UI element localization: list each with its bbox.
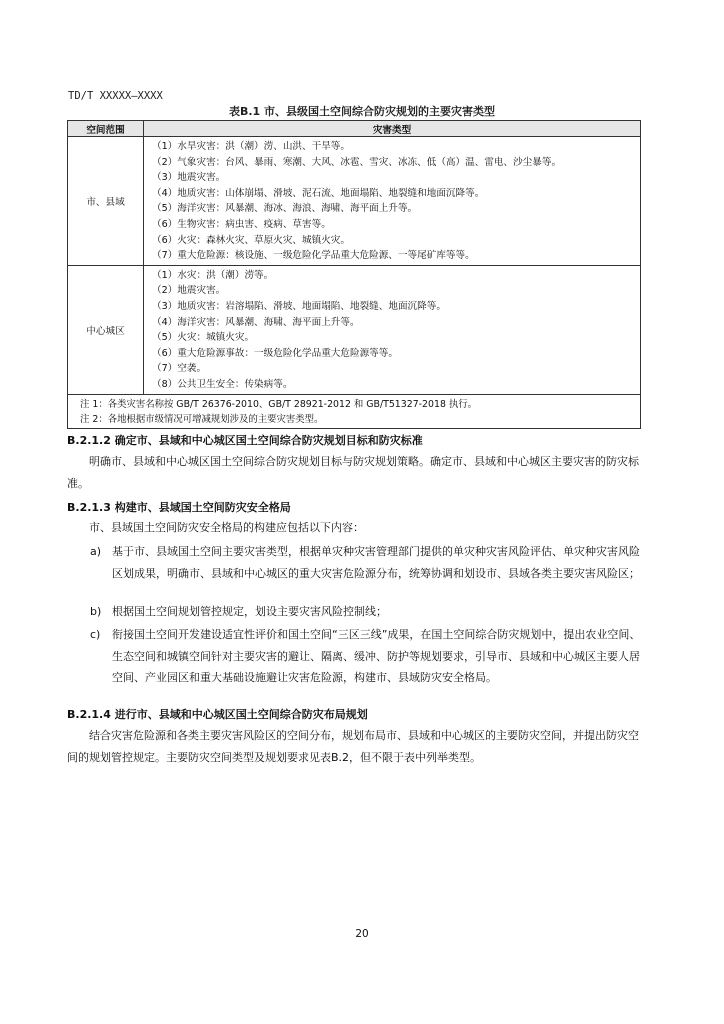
list-item: （4）地质灾害：山体崩塌、滑坡、泥石流、地面塌陷、地裂缝和地面沉降等。 [152,187,485,199]
scope-cell: 中心城区 [68,265,144,394]
hazard-list-cell [144,265,641,394]
list-item: （1）水灾：洪（潮）涝等。 [152,269,274,281]
table-header-row [68,121,641,137]
page-number: 20 [355,928,369,940]
list-item: （6）火灾：森林火灾、草原火灾、城镇火灾。 [152,234,350,246]
list-item: （3）地质灾害：岩溶塌陷、滑坡、地面塌陷、地裂缝、地面沉降等。 [152,300,446,312]
list-item-text: 基于市、县域国土空间主要灾害类型，根据单灾种灾害管理部门提供的单灾种灾害风险评估、单灾种灾害风险区划成果，明确市、县域和中心城区的重大灾害危险源分布，统筹协调和划设市、县域各类主要灾害风险区； [112,545,640,580]
list-item-label: a) [90,545,102,558]
list-item [90,601,646,623]
section-paragraph: 市、县域国土空间防灾安全格局的构建应包括以下内容： [89,521,364,534]
list-item: （2）地震灾害。 [152,285,226,297]
list-item: （7）空袭。 [152,363,207,375]
table-row [68,137,641,266]
section-paragraph: 明确市、县域和中心城区国土空间综合防灾规划目标与防灾规划策略。确定市、县域和中心城区主要灾害的防灾标准。 [67,455,639,490]
list-item: （5）火灾：城镇火灾。 [152,332,255,344]
table-note: 注 2：各地根据市级情况可增减规划涉及的主要灾害类型。 [80,413,324,425]
list-item-label: c) [90,628,101,641]
hazard-table [67,120,641,429]
list-item: （5）海洋灾害：风暴潮、海冰、海浪、海啸、海平面上升等。 [152,203,418,215]
standard-code: TD/T XXXXX—XXXX [68,90,163,102]
table-row [68,265,641,394]
list-item: （4）海洋灾害：风暴潮、海啸、海平面上升等。 [152,316,360,328]
scope-cell: 市、县域 [68,137,144,266]
list-item [90,624,646,689]
list-item: （6）生物灾害：病虫害、疫病、草害等。 [152,218,331,230]
list-item-text: 衔接国土空间开发建设适宜性评价和国土空间“三区三线”成果，在国土空间综合防灾规划中，提出农业空间、生态空间和城镇空间针对主要灾害的避让、隔离、缓冲、防护等规划要求，引导市、县域和中心城区主要人居空间、产业园区和重大基础设施避让灾害危险源，构建市、县域防灾安全格局。 [112,628,641,684]
section-heading: B.2.1.3 构建市、县域国土空间防灾安全格局 [67,501,291,514]
section-heading: B.2.1.2 确定市、县域和中心城区国土空间综合防灾规划目标和防灾标准 [67,434,423,447]
section-paragraph: 结合灾害危险源和各类主要灾害风险区的空间分布，规划布局市、县域和中心城区的主要防灾空间，并提出防灾空间的规划管控规定。主要防灾空间类型及规划要求见表B.2，但不限于表中列举类型。 [67,729,639,764]
list-item-label: b) [90,605,102,618]
table-note: 注 1：各类灾害名称按 GB/T 26376-2010、GB/T 28921-2012 和 GB/T51327-2018 执行。 [80,398,478,410]
table-notes-row [68,394,641,428]
list-item: （7）重大危险源：核设施、一级危险化学品重大危险源、一等尾矿库等等。 [152,250,475,262]
section-heading: B.2.1.4 进行市、县域和中心城区国土空间综合防灾布局规划 [67,708,368,721]
list-item: （3）地震灾害。 [152,172,226,184]
table-title: 表B.1 市、县级国土空间综合防灾规划的主要灾害类型 [228,105,496,118]
column-header-hazard-type: 灾害类型 [144,121,641,137]
hazard-list-cell [144,137,641,266]
list-item [90,541,646,584]
table-notes-cell [68,394,641,428]
list-item: （2）气象灾害：台风、暴雨、寒潮、大风、冰雹、雪灾、冰冻、低（高）温、雷电、沙尘暴等。 [152,156,562,168]
list-item: （8）公共卫生安全：传染病等。 [152,378,293,390]
list-item: （6）重大危险源事故：一级危险化学品重大危险源等等。 [152,347,398,359]
list-item-text: 根据国土空间规划管控规定，划设主要灾害风险控制线； [112,605,387,618]
list-item: （1）水旱灾害：洪（潮）涝、山洪、干旱等。 [152,141,350,152]
column-header-scope: 空间范围 [68,121,144,137]
